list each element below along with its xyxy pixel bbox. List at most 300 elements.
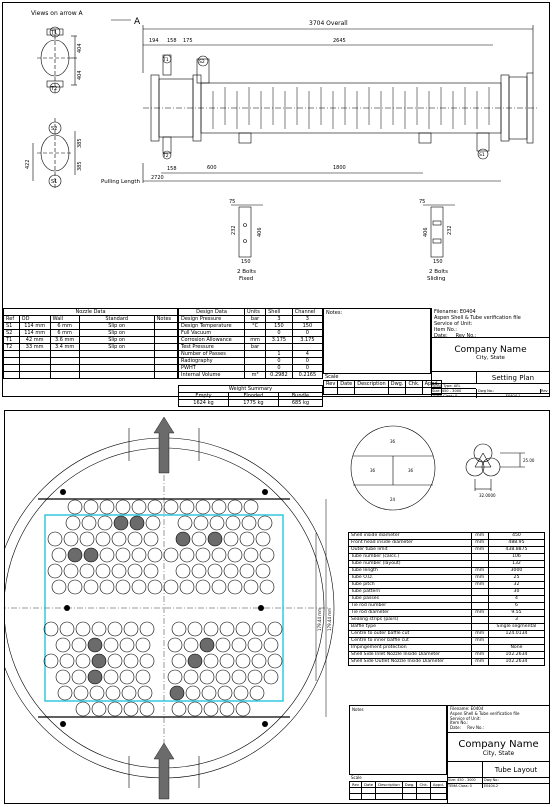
t2-label-main: T2 [163,154,169,159]
table-cell: T2 [4,344,20,351]
tie-rod-dot [258,605,264,611]
rev-header: Date [362,782,376,788]
tube [132,580,146,594]
table-cell [154,337,177,344]
tube [242,516,256,530]
tube [220,622,234,636]
table-row [179,365,323,372]
tube [68,500,82,514]
table-cell: Slip on [79,330,154,337]
table-cell: 488.95 [488,540,544,547]
table-cell: Slip on [79,344,154,351]
tube [84,580,98,594]
tube [92,702,106,716]
table-row [349,645,545,652]
table-cell [245,330,266,337]
rev-header: Appd. [422,381,442,388]
arrow-a-label: A [134,17,141,27]
table-cell: Tube length [349,568,472,575]
tube [232,670,246,684]
weight-header: Bundle [278,393,322,400]
weight-value: 1775 kg [228,400,278,407]
table-row [179,330,323,337]
tube [264,638,278,652]
tube [140,702,154,716]
tube [186,686,200,700]
s1-label-left: S1 [51,179,58,185]
tube [100,500,114,514]
tb-item: Item No.: [434,327,457,333]
dim-overall: 3704 Overall [309,20,348,27]
pulling-length-label: Pulling Length [101,179,140,185]
setting-plan-sheet [2,2,550,406]
tube [124,622,138,636]
tube [128,564,142,578]
title-block [431,308,549,396]
saddle-sliding-150: 150 [433,259,443,265]
table-row [349,603,545,610]
table-cell: mm [471,575,488,582]
table-row [349,540,545,547]
tube [76,622,90,636]
tube [208,564,222,578]
saddle-fixed-150: 150 [241,259,251,265]
notes-label: Notes: [326,310,343,316]
tube [176,532,190,546]
tb-dwg-no: E0404.1 [505,394,521,398]
tube [208,532,222,546]
table-cell: 132 [488,561,544,568]
table-cell: Internal Volume [179,372,245,379]
tube [104,638,118,652]
saddle-sliding-75: 75 [419,199,426,205]
table-row [349,624,545,631]
t2-label-left: T2 [51,86,58,92]
pitch-horiz-label: 32.0000 [479,493,496,498]
tube [60,622,74,636]
tube [130,516,144,530]
saddle-fixed-406: 406 [257,227,263,237]
tb2-rev: Rev No.: [467,725,484,731]
table-row [349,547,545,554]
table-cell: Full Vacuum [179,330,245,337]
table-cell: Slip on [79,337,154,344]
table-cell: bar [245,316,266,323]
table-cell: Tie rod diameter [349,610,472,617]
table-cell: 9.55 [488,610,544,617]
table-cell: 114 mm [19,323,50,330]
tube [168,638,182,652]
tube [64,532,78,546]
table-cell: 3.175 [266,337,293,344]
rev-header: Description [376,782,403,788]
table-cell [266,344,293,351]
tube [252,622,266,636]
table-row [4,344,178,351]
rev-header: Chk. [406,381,422,388]
saddle-fixed-type: Fixed [239,276,254,282]
tb2-tema-class: TEMA Class: 0 [448,784,483,789]
outer-dim-label: 179.44 mm [327,607,332,631]
table-row [349,659,545,666]
nozzle-header: Ref [4,316,20,323]
dim-175: 175 [183,38,193,44]
tube [176,564,190,578]
tube [140,622,154,636]
table-cell: mm [471,631,488,638]
weight-header: Empty [179,393,229,400]
tube [240,532,254,546]
tube [84,500,98,514]
tube [112,532,126,546]
dim-600: 600 [207,165,217,171]
tube [64,564,78,578]
tube [164,548,178,562]
tube [172,702,186,716]
rev-header: Date [338,381,355,388]
tb2-dwg-no: E0404.2 [484,783,499,788]
tb2-size: Size: 450 - 3000 [448,778,483,783]
table-cell: Tube number (layout) [349,561,472,568]
tube [216,670,230,684]
tb-service: Service of Unit: [434,321,473,327]
table-cell: Outer tube limit [349,547,472,554]
tb-dwg: Dwg No.: [478,389,495,393]
table-cell: 3 [266,316,293,323]
table-cell: 0 [266,365,293,372]
views-label: Views on arrow A [31,10,83,17]
tube [68,548,82,562]
table-cell: Shell Side Inlet Nozzle Inside Diameter [349,652,472,659]
revision-table-2 [349,781,447,800]
pass-partition-diagram [348,423,438,513]
tube [100,580,114,594]
tb2-item: Item No.: [450,720,469,726]
tube [44,654,58,668]
tb-company: Company Name [454,345,527,355]
table-row [179,323,323,330]
table-cell: S2 [4,330,20,337]
table-row [179,337,323,344]
table-cell [471,596,488,603]
tb-tema-type: TEMA Type: AEL [432,384,476,389]
s1-label-main: S1 [479,153,485,158]
tube [170,686,184,700]
tube [88,638,102,652]
tube [80,564,94,578]
table-cell: 0 [266,358,293,365]
tube [204,654,218,668]
rev-header: Dwg. [402,782,417,788]
tie-rod-dot [60,489,66,495]
dim-158-bottom: 158 [167,166,177,172]
tube [114,516,128,530]
table-cell [471,603,488,610]
table-cell: mm [471,533,488,540]
tube [120,670,134,684]
table-cell [245,365,266,372]
tube [260,580,274,594]
table-cell: Tube passes [349,596,472,603]
saddle-fixed-bolts: 2 Bolts [237,269,256,275]
dim-158-top: 158 [167,38,177,44]
tube [128,532,142,546]
tube-properties-table [348,532,545,666]
table-row [349,533,545,540]
tube [226,516,240,530]
shell-outlet-nozzle [154,743,174,799]
tube-pitch-diagram [455,427,545,507]
saddle-sliding-406: 406 [423,227,429,237]
tube [236,702,250,716]
pass-label-bottom: 24 [390,497,396,502]
table-row [4,323,178,330]
tube [48,532,62,546]
tube [66,516,80,530]
title-block-2 [447,705,549,803]
table-cell: Design Temperature [179,323,245,330]
table-cell: mm [471,638,488,645]
table-cell: 6 mm [50,330,79,337]
tb-line2: Aspen Shell & Tube verification file [434,315,521,321]
tube [82,516,96,530]
tie-rod-dot [60,721,66,727]
table-row [349,554,545,561]
tube [76,654,90,668]
table-cell: Tube number (calcs.) [349,554,472,561]
tb2-city: City, State [482,750,515,757]
tube [92,654,106,668]
table-cell: mm [471,652,488,659]
tube [96,564,110,578]
tb2-service: Service of Unit: [450,715,481,721]
tube [200,638,214,652]
tube [178,516,192,530]
table-row [349,617,545,624]
table-cell: 3000 [488,568,544,575]
tube [104,670,118,684]
table-cell: 0.2165 [292,372,322,379]
tb-size: Size: 450 - 3000 [432,389,477,393]
table-cell: mm [471,547,488,554]
dim-422: 422 [25,159,31,169]
tube [256,564,270,578]
tube [210,516,224,530]
table-cell: 32 [488,582,544,589]
table-row [349,631,545,638]
table-cell [471,645,488,652]
tube [188,622,202,636]
table-cell: 102.2634 [488,659,544,666]
table-cell [245,351,266,358]
nozzle-header: OD [19,316,50,323]
s2-label-left: S2 [51,126,58,132]
table-cell: 114 mm [19,330,50,337]
tube [204,622,218,636]
tube [116,580,130,594]
table-cell: Corrosion Allowance [179,337,245,344]
dim-194: 194 [149,38,159,44]
table-row [179,351,323,358]
tube [220,702,234,716]
tube [124,702,138,716]
table-cell: 3 [292,316,322,323]
weight-header: Flooded [228,393,278,400]
table-cell: Radiography [179,358,245,365]
table-cell: 30 [488,589,544,596]
saddle-fixed-75: 75 [229,199,236,205]
table-row [179,316,323,323]
table-cell: 124.0134 [488,631,544,638]
tb-filename: Filename: E0404 [434,309,476,315]
table-cell: 150 [292,323,322,330]
tube [184,638,198,652]
table-cell: 1 [266,351,293,358]
table-cell: 102.2634 [488,652,544,659]
tube [56,638,70,652]
shell-inlet-nozzle [154,417,174,473]
table-cell: Single segmental [488,624,544,631]
tube [44,622,58,636]
weight-summary-table [178,385,323,407]
tube [72,670,86,684]
design-rows [179,316,323,379]
design-header: Channel [292,309,322,316]
tube [132,500,146,514]
tube [108,622,122,636]
nozzle-header: Notes [154,316,177,323]
tube-layout-drawing [5,411,345,803]
tube [232,638,246,652]
dim-385-b: 385 [77,161,83,171]
tube [68,580,82,594]
table-cell: 3 [488,617,544,624]
table-cell: 0 [292,358,322,365]
table-cell: Tube pattern [349,589,472,596]
tube [212,580,226,594]
table-cell: Front head inside diameter [349,540,472,547]
table-cell: Design Pressure [179,316,245,323]
tube [248,638,262,652]
tie-rod-dot [262,721,268,727]
table-cell: Sealing strips (pairs) [349,617,472,624]
tube [124,654,138,668]
table-cell: T1 [4,337,20,344]
tb-drawing-title: Setting Plan [491,374,535,382]
table-cell [471,561,488,568]
tube [136,670,150,684]
saddle-sliding-232: 232 [447,225,453,235]
tb-rev-short: Rev [541,389,548,393]
tube [74,686,88,700]
tube [188,702,202,716]
dim-1800: 1800 [333,165,346,171]
table-row [179,358,323,365]
table-cell: None [488,645,544,652]
tube [234,686,248,700]
table-row [349,638,545,645]
tube [228,500,242,514]
table-cell: 3.4 mm [50,344,79,351]
dim-404-b: 404 [77,70,83,80]
table-cell: °C [245,323,266,330]
tube [200,670,214,684]
tube [184,670,198,684]
table-cell: bar [245,344,266,351]
nozzle-header: Standard [79,316,154,323]
rev-header: Rev [324,381,338,388]
tube [90,686,104,700]
saddle-fixed-232: 232 [231,225,237,235]
tube [212,500,226,514]
nozzle-header: Wall [50,316,79,323]
tube [76,702,90,716]
design-header: Design Data [179,309,245,316]
table-cell: Impingement protection [349,645,472,652]
table-cell: Slip on [79,323,154,330]
tube [194,516,208,530]
tube [52,548,66,562]
design-header: Units [245,309,266,316]
tb-rev: Rev No.: [455,333,477,339]
tube [240,564,254,578]
design-data-table [178,308,323,379]
table-cell: Tube pitch [349,582,472,589]
table-row [349,582,545,589]
table-cell [471,624,488,631]
tube [236,622,250,636]
table-cell: Test Pressure [179,344,245,351]
saddle-sliding-type: Sliding [427,276,446,282]
table-cell [488,638,544,645]
tube [180,500,194,514]
tube [252,654,266,668]
tube [244,548,258,562]
tube [228,548,242,562]
table-cell: mm [471,659,488,666]
table-cell: 0 [266,330,293,337]
pass-label-left: 36 [370,468,376,473]
table-row [349,568,545,575]
rev-header: Rev [350,782,362,788]
tube [260,548,274,562]
dim-2645: 2645 [333,38,346,44]
rev-header: Chk. [417,782,430,788]
table-cell: mm [471,610,488,617]
tube [60,654,74,668]
nozzle-rows [4,323,178,351]
nozzle-data-table [3,308,178,379]
tube [192,564,206,578]
tube [220,654,234,668]
tube [196,500,210,514]
tube [122,686,136,700]
table-cell: 33 mm [19,344,50,351]
tube [168,670,182,684]
table-row [349,596,545,603]
tube [192,532,206,546]
t1-label-main: T1 [163,58,169,63]
table-cell: mm [471,568,488,575]
notes-label-2: Notes [352,707,364,712]
tube [268,622,282,636]
table-cell: mm [471,582,488,589]
tube [248,670,262,684]
tb-date: Date: [434,333,448,339]
table-row [179,344,323,351]
table-row [349,652,545,659]
tube [72,638,86,652]
